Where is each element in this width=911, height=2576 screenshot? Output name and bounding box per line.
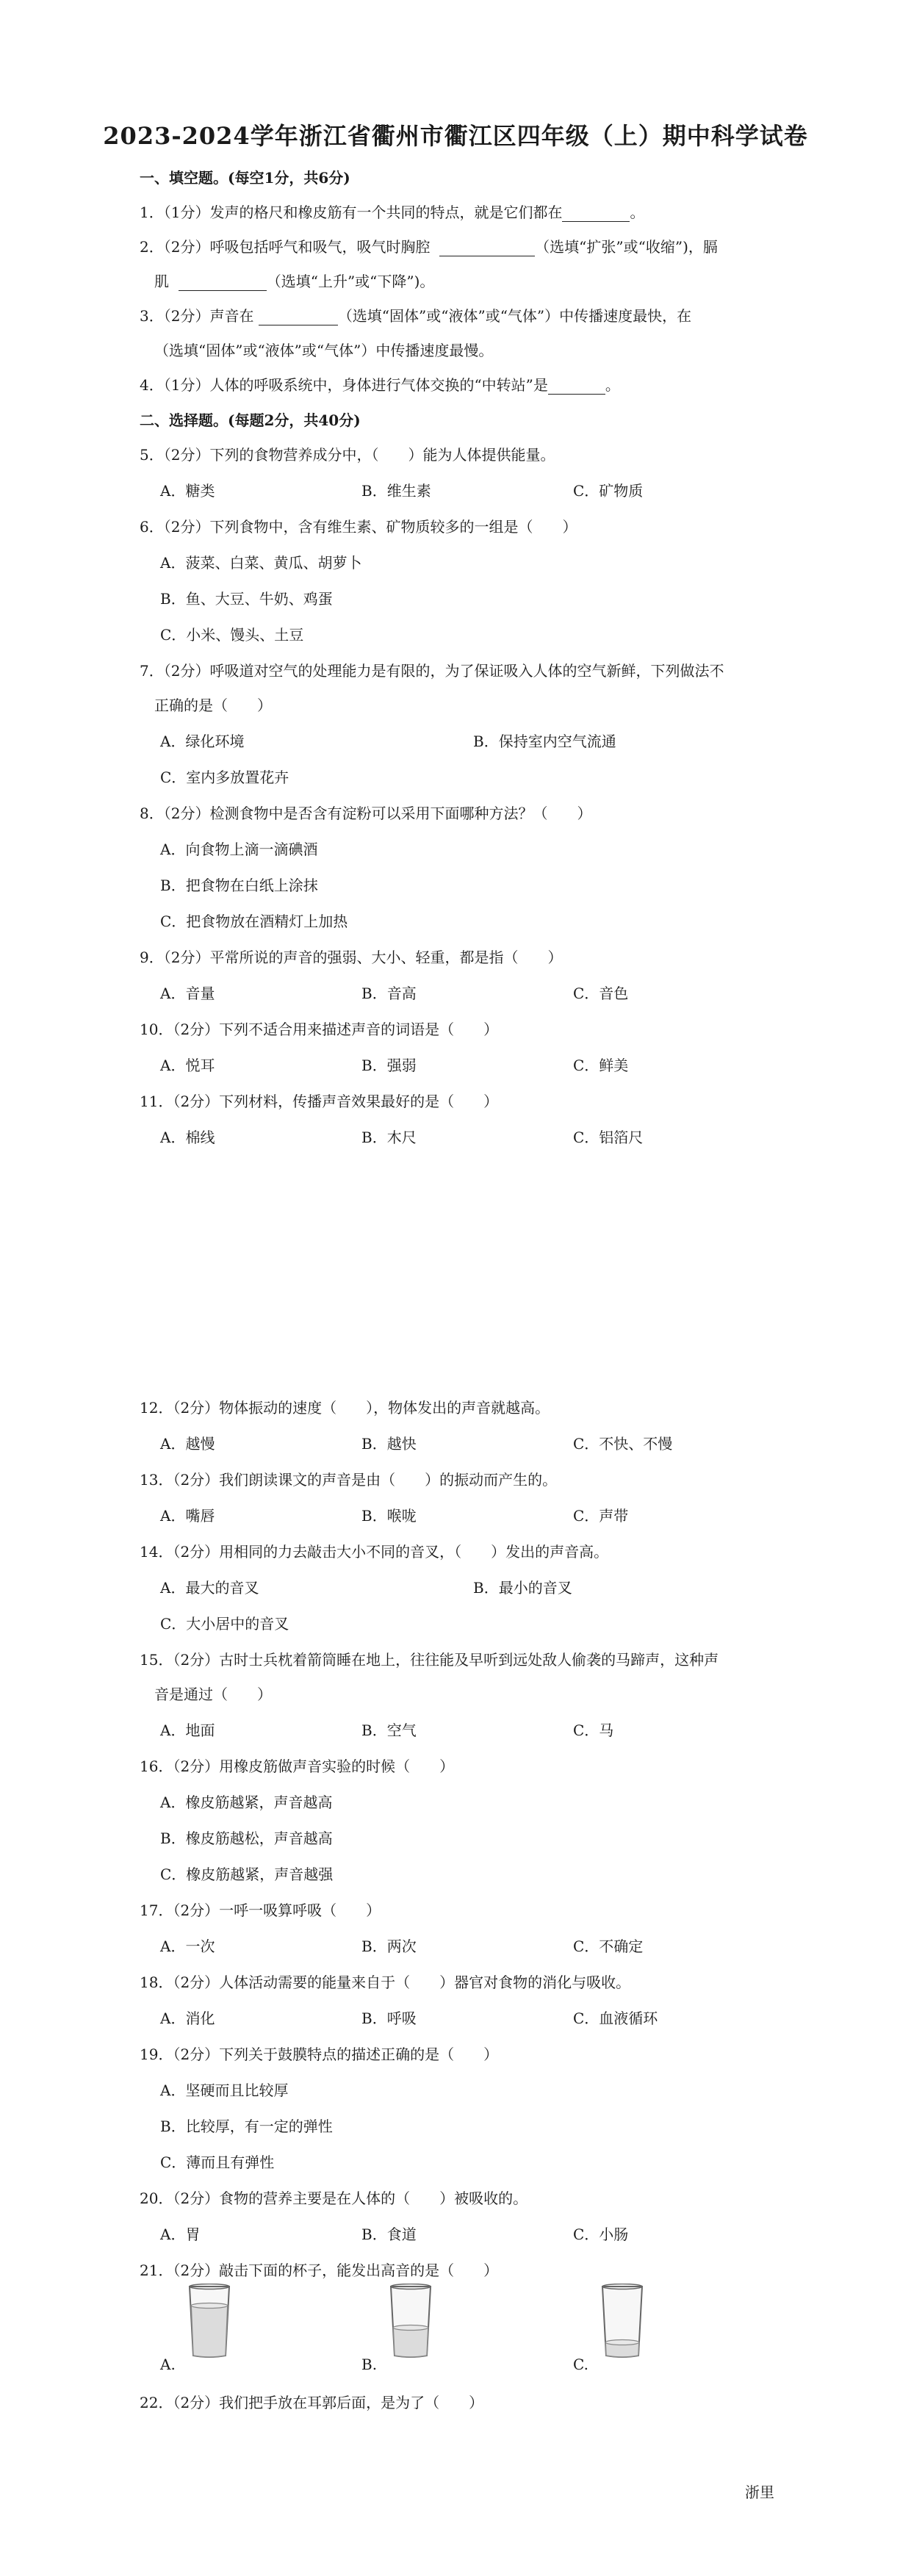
option-a[interactable]: A. (160, 2356, 176, 2373)
option-b[interactable]: B．比较厚，有一定的弹性 (160, 2118, 333, 2135)
question-16: 16．（2分）用橡皮筋做声音实验的时候（ ） (140, 1757, 455, 1775)
answer-blank[interactable] (179, 274, 267, 291)
option-c[interactable]: C．不确定 (573, 1938, 644, 1955)
option-a[interactable]: A．坚硬而且比较厚 (160, 2082, 289, 2099)
option-a[interactable]: A．嘴唇 (160, 1507, 215, 1525)
question-6: 6．（2分）下列食物中，含有维生素、矿物质较多的一组是（ ） (140, 518, 577, 536)
option-c[interactable]: C．马 (573, 1721, 614, 1739)
question-19: 19．（2分）下列关于鼓膜特点的描述正确的是（ ） (140, 2046, 499, 2063)
question-9: 9．（2分）平常所说的声音的强弱、大小、轻重，都是指（ ） (140, 949, 563, 966)
page-title: 2023-2024学年浙江省衢州市衢江区四年级（上）期中科学试卷 (103, 122, 808, 150)
option-a[interactable]: A．糖类 (160, 482, 215, 500)
option-c[interactable]: C．薄而且有弹性 (160, 2154, 275, 2171)
option-a[interactable]: A．胃 (160, 2226, 201, 2243)
option-b[interactable]: B．木尺 (361, 1129, 417, 1146)
option-b[interactable]: B. (361, 2356, 378, 2373)
question-1: 1．（1分）发声的格尺和橡皮筋有一个共同的特点，就是它们都在 。 (140, 204, 645, 221)
question-8: 8．（2分）检测食物中是否含有淀粉可以采用下面哪种方法？（ ） (140, 805, 592, 822)
question-21: 21．（2分）敲击下面的杯子，能发出高音的是（ ） (140, 2262, 499, 2279)
option-c[interactable]: C．不快、不慢 (573, 1435, 673, 1453)
option-b[interactable]: B．越快 (361, 1435, 417, 1453)
section-multiple-choice: 二、选择题。(每题2分，共40分) (140, 411, 361, 429)
option-c[interactable]: C．铝箔尺 (573, 1129, 644, 1146)
option-a[interactable]: A．菠菜、白菜、黄瓜、胡萝卜 (160, 554, 362, 572)
option-c[interactable]: C．血液循环 (573, 2010, 658, 2027)
option-b[interactable]: B．两次 (361, 1938, 417, 1955)
section-fill-blank: 一、填空题。(每空1分，共6分) (140, 169, 350, 187)
answer-blank[interactable] (439, 240, 535, 256)
glass-cup-b (388, 2284, 433, 2360)
option-b[interactable]: B．保持室内空气流通 (473, 733, 616, 750)
option-b[interactable]: B．强弱 (361, 1057, 417, 1074)
question-3-cont: （选填“固体”或“液体”或“气体”）中传播速度最慢。 (154, 342, 494, 359)
question-13: 13．（2分）我们朗读课文的声音是由（ ）的振动而产生的。 (140, 1471, 558, 1489)
question-18: 18．（2分）人体活动需要的能量来自于（ ）器官对食物的消化与吸收。 (140, 1974, 631, 1991)
option-b[interactable]: B．呼吸 (361, 2010, 417, 2027)
page-footer: 浙里 (745, 2483, 774, 2501)
glass-cup-c (599, 2284, 645, 2360)
question-22: 22．（2分）我们把手放在耳郭后面，是为了（ ） (140, 2394, 484, 2411)
option-b[interactable]: B．最小的音叉 (473, 1579, 572, 1597)
option-c[interactable]: C．鲜美 (573, 1057, 629, 1074)
question-7: 7．（2分）呼吸道对空气的处理能力是有限的，为了保证吸入人体的空气新鲜，下列做法不 (140, 662, 724, 680)
option-b[interactable]: B．把食物在白纸上涂抹 (160, 877, 318, 894)
question-3: 3．（2分）声音在 （选填“固体”或“液体”或“气体”）中传播速度最快，在 (140, 307, 692, 325)
option-b[interactable]: B．空气 (361, 1721, 417, 1739)
option-a[interactable]: A．越慢 (160, 1435, 215, 1453)
option-c[interactable]: C．声带 (573, 1507, 629, 1525)
option-a[interactable]: A．绿化环境 (160, 733, 245, 750)
question-4: 4．（1分）人体的呼吸系统中，身体进行气体交换的“中转站”是 。 (140, 376, 620, 394)
option-a[interactable]: A．悦耳 (160, 1057, 215, 1074)
answer-blank[interactable] (562, 205, 630, 222)
option-b[interactable]: B．鱼、大豆、牛奶、鸡蛋 (160, 590, 333, 608)
option-a[interactable]: A．地面 (160, 1721, 215, 1739)
question-2-cont: 肌 （选填“上升”或“下降”)。 (154, 273, 435, 290)
option-a[interactable]: A．消化 (160, 2010, 215, 2027)
option-c[interactable]: C．橡皮筋越紧，声音越强 (160, 1866, 334, 1883)
question-5: 5．（2分）下列的食物营养成分中，（ ）能为人体提供能量。 (140, 446, 555, 464)
answer-blank[interactable] (548, 378, 605, 395)
option-a[interactable]: A．一次 (160, 1938, 215, 1955)
question-10: 10．（2分）下列不适合用来描述声音的词语是（ ） (140, 1021, 499, 1038)
option-b[interactable]: B．维生素 (361, 482, 431, 500)
question-7-cont: 正确的是（ ） (154, 697, 272, 714)
option-b[interactable]: B．橡皮筋越松，声音越高 (160, 1830, 333, 1847)
option-a[interactable]: A．棉线 (160, 1129, 215, 1146)
option-c[interactable]: C．矿物质 (573, 482, 644, 500)
option-a[interactable]: A．向食物上滴一滴碘酒 (160, 841, 318, 858)
glass-cup-a (187, 2284, 232, 2360)
option-c[interactable]: C．小米、馒头、土豆 (160, 626, 304, 644)
question-17: 17．（2分）一呼一吸算呼吸（ ） (140, 1902, 381, 1919)
question-11: 11．（2分）下列材料，传播声音效果最好的是（ ） (140, 1093, 499, 1110)
option-c[interactable]: C. (573, 2356, 588, 2373)
option-a[interactable]: A．音量 (160, 985, 215, 1002)
option-a[interactable]: A．橡皮筋越紧，声音越高 (160, 1794, 333, 1811)
question-15: 15．（2分）古时士兵枕着箭筒睡在地上，往往能及早听到远处敌人偷袭的马蹄声，这种声 (140, 1651, 719, 1669)
question-20: 20．（2分）食物的营养主要是在人体的（ ）被吸收的。 (140, 2190, 528, 2207)
question-15-cont: 音是通过（ ） (154, 1685, 272, 1703)
option-b[interactable]: B．音高 (361, 985, 417, 1002)
option-a[interactable]: A．最大的音叉 (160, 1579, 259, 1597)
option-b[interactable]: B．食道 (361, 2226, 417, 2243)
option-c[interactable]: C．把食物放在酒精灯上加热 (160, 913, 348, 930)
option-c[interactable]: C．小肠 (573, 2226, 629, 2243)
option-c[interactable]: C．大小居中的音叉 (160, 1615, 289, 1633)
question-12: 12．（2分）物体振动的速度（ ），物体发出的声音就越高。 (140, 1399, 550, 1417)
answer-blank[interactable] (259, 309, 338, 325)
option-b[interactable]: B．喉咙 (361, 1507, 417, 1525)
question-14: 14．（2分）用相同的力去敲击大小不同的音叉，（ ）发出的声音高。 (140, 1543, 609, 1561)
option-c[interactable]: C．室内多放置花卉 (160, 769, 289, 786)
question-2: 2．（2分）呼吸包括呼气和吸气，吸气时胸腔 （选填“扩张”或“收缩”)，膈 (140, 238, 718, 256)
option-c[interactable]: C．音色 (573, 985, 629, 1002)
